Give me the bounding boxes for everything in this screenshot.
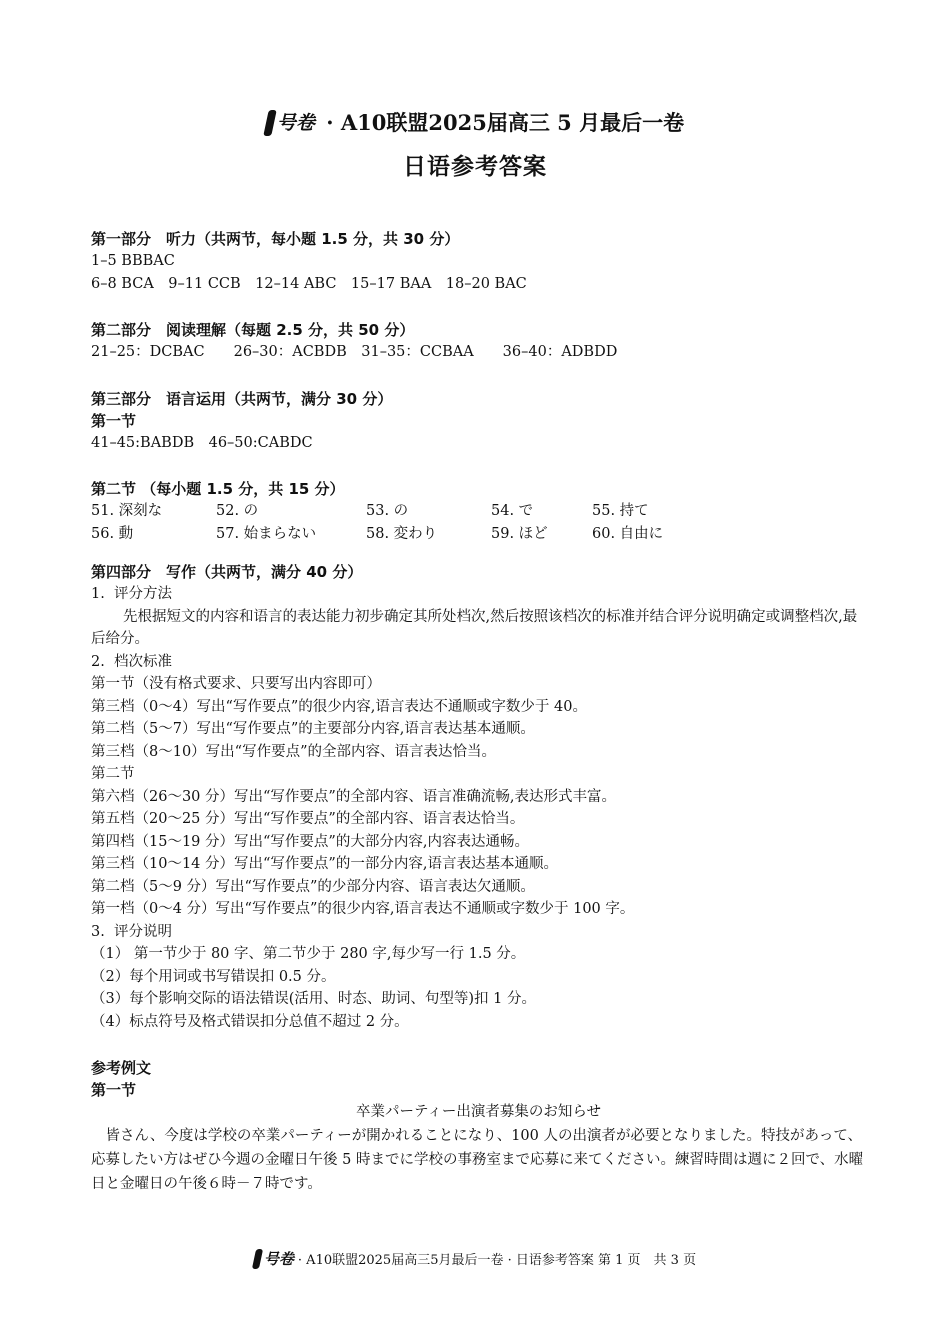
essay-title: 卒業パーティー出演者募集のお知らせ bbox=[356, 1104, 601, 1120]
part3-section1-answers: 41–45:BABDB 46–50:CABDC bbox=[91, 434, 313, 451]
grade-section1-line: 第二档（5～7）写出“写作要点”的主要部分内容,语言表达基本通顺。 bbox=[91, 721, 535, 737]
part3-section1-title: 第一节 bbox=[91, 411, 137, 430]
reference-example bbox=[91, 1057, 866, 1196]
part3-answers-row2 bbox=[91, 523, 866, 546]
part1-answers-2: 6–8 BCA 9–11 CCB 12–14 ABC 15–17 BAA 18–20 BAC bbox=[91, 275, 527, 292]
part1-title: 第一部分 听力（共两节，每小题 1.5 分，共 30 分） bbox=[91, 230, 460, 248]
answer-56: 56. 動 bbox=[91, 525, 134, 542]
document-title: A10联盟2025届高三 5 月最后一卷 bbox=[340, 110, 685, 135]
part1-listening bbox=[91, 228, 866, 295]
part3-section2-title: 第二节 （每小题 1.5 分，共 15 分） bbox=[91, 480, 345, 498]
answer-58: 58. 変わり bbox=[366, 525, 438, 542]
scoring-note: （4）标点符号及格式错误扣分总值不超过 2 分。 bbox=[91, 1013, 409, 1030]
grade-section2-line: 第五档（20～25 分）写出“写作要点”的全部内容、语言表达恰当。 bbox=[91, 811, 525, 827]
page-footer bbox=[0, 1248, 950, 1269]
grade-section2-line: 第四档（15～19 分）写出“写作要点”的大部分内容,内容表达通畅。 bbox=[91, 833, 529, 850]
example-section1-title: 第一节 bbox=[91, 1081, 137, 1099]
part3-answers-row1 bbox=[91, 500, 866, 523]
brand-name: 号卷 bbox=[276, 112, 315, 134]
grade-section2-line: 第二档（5～9 分）写出“写作要点”的少部分内容、语言表达欠通顺。 bbox=[91, 878, 535, 895]
part2-answers: 21–25：DCBAC 26–30：ACBDB 31–35：CCBAA 36–40：ADBDD bbox=[91, 344, 618, 360]
scoring-note: （2）每个用词或书写错误扣 0.5 分。 bbox=[91, 968, 336, 985]
part1-answers-1: 1–5 BBBAC bbox=[91, 253, 175, 269]
answer-53: 53. の bbox=[366, 503, 409, 519]
part4-title: 第四部分 写作（共两节，满分 40 分） bbox=[91, 563, 363, 581]
part2-title: 第二部分 阅读理解（每题 2.5 分，共 50 分） bbox=[91, 321, 415, 339]
answer-59: 59. ほど bbox=[491, 525, 548, 542]
answer-52: 52. の bbox=[216, 503, 259, 519]
part3-title: 第三部分 语言运用（共两节，满分 30 分） bbox=[91, 389, 393, 408]
title-line bbox=[0, 108, 950, 138]
part4-writing bbox=[91, 561, 866, 1033]
grade-section2-title: 第二节 bbox=[91, 766, 135, 782]
part3-language-use bbox=[91, 388, 866, 546]
answer-54: 54. で bbox=[491, 503, 534, 519]
answer-51: 51. 深刻な bbox=[91, 503, 163, 519]
document-subtitle: 日语参考答案 bbox=[403, 153, 547, 180]
footer-brand-mark-icon bbox=[252, 1249, 263, 1269]
brand-logo bbox=[266, 108, 315, 138]
part2-reading bbox=[91, 319, 866, 364]
grade-section1-line: 第三档（8～10）写出“写作要点”的全部内容、语言表达恰当。 bbox=[91, 743, 496, 760]
grade-section2-line: 第一档（0～4 分）写出“写作要点”的很少内容,语言表达不通顺或字数少于 100 字。 bbox=[91, 901, 635, 917]
answer-57: 57. 始まらない bbox=[216, 525, 317, 542]
footer-brand-logo bbox=[254, 1248, 294, 1269]
footer-text: · A10联盟2025届高三5月最后一卷 · 日语参考答案 第 1 页 共 3 页 bbox=[297, 1253, 697, 1268]
scoring-notes-title: 3. 评分说明 bbox=[91, 923, 173, 940]
grade-section1-title: 第一节（没有格式要求、只要写出内容即可） bbox=[91, 676, 381, 692]
grade-section2-line: 第三档（10～14 分）写出“写作要点”的一部分内容,语言表达基本通顺。 bbox=[91, 856, 558, 872]
scoring-method-text: 先根据短文的内容和语言的表达能力初步确定其所处档次,然后按照该档次的标准并结合评分说明确定或调整档次,最后给分。 bbox=[91, 608, 858, 647]
answer-60: 60. 自由に bbox=[592, 525, 664, 542]
title-separator: · bbox=[318, 110, 341, 135]
footer-brand-name: 号卷 bbox=[263, 1250, 294, 1268]
document-header bbox=[0, 108, 950, 181]
scoring-note: （3）每个影响交际的语法错误(活用、时态、助词、句型等)扣 1 分。 bbox=[91, 991, 536, 1007]
scoring-method-title: 1. 评分方法 bbox=[91, 586, 173, 602]
grade-section2-line: 第六档（26～30 分）写出“写作要点”的全部内容、语言准确流畅,表达形式丰富。 bbox=[91, 788, 616, 805]
essay-body: 皆さん、今度は学校の卒業パーティーが開かれることになり、100 人の出演者が必要となりました。特技があって、応募したい方はぜひ今週の金曜日午後 5 時までに学校の事務室まで応募に来てください。練習時間は週に２回で、水曜日と金曜日の午後６時－７時です。 bbox=[91, 1127, 864, 1192]
document-body bbox=[91, 228, 866, 1196]
scoring-note: （1） 第一节少于 80 字、第二节少于 280 字,每少写一行 1.5 分。 bbox=[91, 946, 526, 962]
brand-mark-icon bbox=[263, 110, 277, 136]
answer-55: 55. 持て bbox=[592, 503, 649, 519]
example-title: 参考例文 bbox=[91, 1059, 152, 1077]
grade-section1-line: 第三档（0～4）写出“写作要点”的很少内容,语言表达不通顺或字数少于 40。 bbox=[91, 698, 587, 715]
grade-standard-title: 2. 档次标准 bbox=[91, 653, 173, 670]
